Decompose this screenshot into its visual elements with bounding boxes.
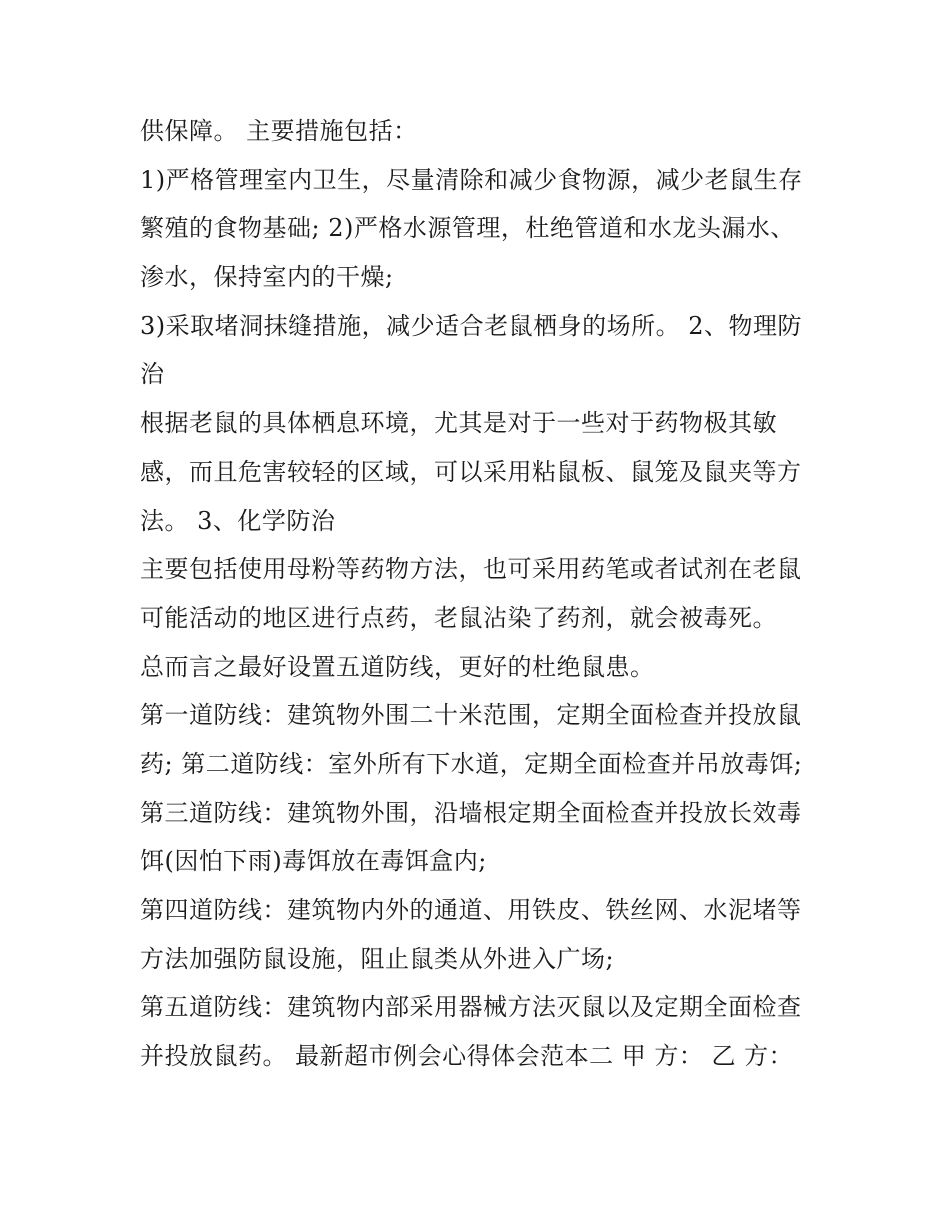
text-line: 渗水，保持室内的干燥; [140,263,394,292]
text-line: 总而言之最好设置五道防线，更好的杜绝鼠患。 [140,652,655,681]
text-line: 药; 第二道防线：室外所有下水道，定期全面检查并吊放毒饵; [140,749,803,778]
text-line: 第三道防线：建筑物外围，沿墙根定期全面检查并投放长效毒 [140,798,802,827]
text-line: 第四道防线：建筑物内外的通道、用铁皮、铁丝网、水泥堵等 [140,896,802,924]
text-line: 3)采取堵洞抹缝措施，减少适合老鼠栖身的场所。 2、物理防 [140,311,803,340]
text-line: 供保障。 主要措施包括： [140,117,418,145]
text-line: 感，而且危害较轻的区域，可以采用粘鼠板、鼠笼及鼠夹等方 [140,457,802,486]
text-line: 饵(因怕下雨)毒饵放在毒饵盒内; [140,847,487,876]
text-line: 繁殖的食物基础; 2)严格水源管理，杜绝管道和水龙头漏水、 [140,214,795,243]
text-line: 并投放鼠药。 最新超市例会心得体会范本二 甲 方： 乙 方： [140,1042,794,1071]
text-line: 可能活动的地区进行点药，老鼠沾染了药剂，就会被毒死。 [140,603,777,632]
text-line: 法。 3、化学防治 [140,506,336,535]
text-line: 治 [140,360,165,389]
document-body [140,107,830,1081]
text-line: 第五道防线：建筑物内部采用器械方法灭鼠以及定期全面检查 [140,993,802,1022]
text-line: 根据老鼠的具体栖息环境，尤其是对于一些对于药物极其敏 [140,409,777,438]
text-line: 1)严格管理室内卫生，尽量清除和减少食物源，减少老鼠生存 [140,165,803,194]
text-line: 方法加强防鼠设施，阻止鼠类从外进入广场; [140,944,615,973]
text-line: 主要包括使用母粉等药物方法，也可采用药笔或者试剂在老鼠 [140,555,802,584]
text-line: 第一道防线：建筑物外围二十米范围，定期全面检查并投放鼠 [140,701,802,730]
